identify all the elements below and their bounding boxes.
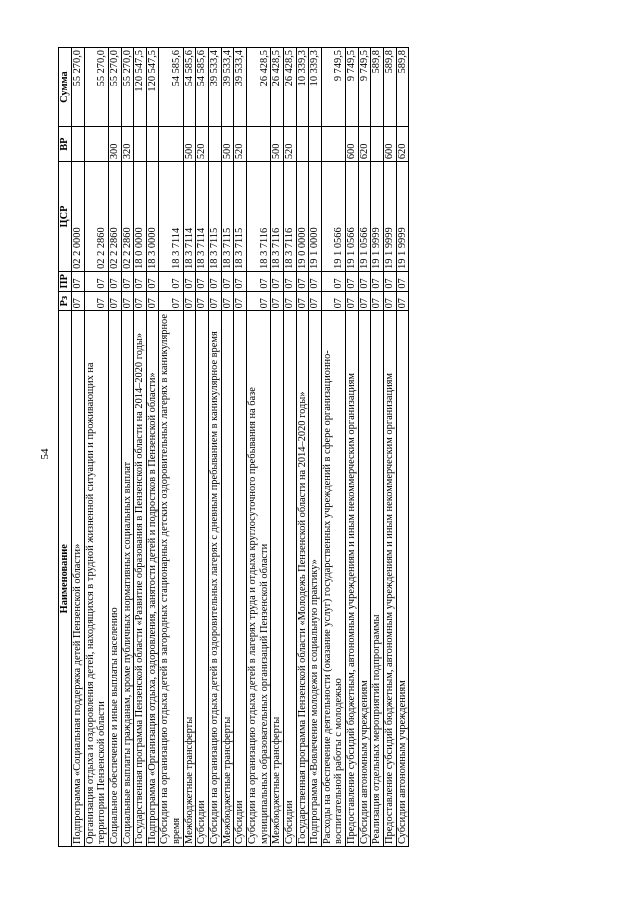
table-row bbox=[296, 48, 309, 847]
cell-csr: 18 3 0000 bbox=[146, 162, 159, 272]
cell-name: Государственная программа Пензенской области «Развитие образования в Пензенской области на 2014–2020 годы» bbox=[134, 311, 147, 847]
cell-vr: 600 bbox=[346, 127, 359, 162]
cell-sum: 54 585,6 bbox=[159, 48, 183, 127]
cell-name: Расходы на обеспечение деятельности (оказание услуг) государственных учреждений в сфере организационно-воспитательной работы с молодежью bbox=[321, 311, 345, 847]
cell-rz: 07 bbox=[72, 291, 85, 311]
cell-sum: 55 270,0 bbox=[121, 48, 134, 127]
table-body bbox=[72, 48, 409, 847]
cell-rz: 07 bbox=[108, 291, 121, 311]
cell-name: Субсидии bbox=[283, 311, 296, 847]
cell-vr bbox=[134, 127, 147, 162]
cell-csr: 18 3 7114 bbox=[159, 162, 183, 272]
header-rz: Рз bbox=[59, 291, 72, 311]
cell-pr: 07 bbox=[159, 271, 183, 291]
table-header bbox=[59, 48, 72, 847]
table-row bbox=[396, 48, 409, 847]
cell-sum: 120 547,5 bbox=[146, 48, 159, 127]
table-row bbox=[159, 48, 183, 847]
cell-vr: 520 bbox=[283, 127, 296, 162]
cell-rz: 07 bbox=[296, 291, 309, 311]
cell-pr: 07 bbox=[108, 271, 121, 291]
cell-pr: 07 bbox=[146, 271, 159, 291]
cell-pr: 07 bbox=[396, 271, 409, 291]
header-pr: ПР bbox=[59, 271, 72, 291]
table-row bbox=[108, 48, 121, 847]
header-name: Наименование bbox=[59, 311, 72, 847]
cell-vr bbox=[321, 127, 345, 162]
cell-rz: 07 bbox=[384, 291, 397, 311]
cell-name: Предоставление субсидий бюджетным, автономным учреждениям и иным некоммерческим организациям bbox=[346, 311, 359, 847]
cell-pr: 07 bbox=[84, 271, 108, 291]
cell-sum: 39 533,4 bbox=[209, 48, 222, 127]
table-row bbox=[246, 48, 270, 847]
cell-vr: 500 bbox=[183, 127, 196, 162]
header-row bbox=[59, 48, 72, 847]
cell-pr: 07 bbox=[371, 271, 384, 291]
cell-name: Субсидии автономным учреждениям bbox=[396, 311, 409, 847]
cell-pr: 07 bbox=[246, 271, 270, 291]
cell-pr: 07 bbox=[271, 271, 284, 291]
cell-vr: 500 bbox=[221, 127, 234, 162]
cell-name: Подпрограмма «Вовлечение молодежи в социальную практику» bbox=[309, 311, 322, 847]
cell-name: Субсидии bbox=[234, 311, 247, 847]
header-vr: ВР bbox=[59, 127, 72, 162]
cell-csr: 18 3 7116 bbox=[283, 162, 296, 272]
table-row bbox=[134, 48, 147, 847]
cell-name: Реализация отдельных мероприятий подпрограммы bbox=[371, 311, 384, 847]
table-row bbox=[234, 48, 247, 847]
cell-sum: 26 428,5 bbox=[271, 48, 284, 127]
cell-name: Подпрограмма «Организация отдыха, оздоровления, занятости детей и подростков в Пензенской области» bbox=[146, 311, 159, 847]
cell-vr: 520 bbox=[196, 127, 209, 162]
cell-vr bbox=[159, 127, 183, 162]
table-row bbox=[209, 48, 222, 847]
cell-sum: 120 547,5 bbox=[134, 48, 147, 127]
cell-vr: 620 bbox=[358, 127, 371, 162]
cell-rz: 07 bbox=[134, 291, 147, 311]
cell-csr: 18 3 7115 bbox=[234, 162, 247, 272]
cell-rz: 07 bbox=[146, 291, 159, 311]
cell-csr: 18 3 7116 bbox=[246, 162, 270, 272]
cell-csr: 18 3 7115 bbox=[209, 162, 222, 272]
table-row bbox=[309, 48, 322, 847]
cell-name: Субсидии на организацию отдыха детей в оздоровительных лагерях с дневным пребыванием в каникулярное время bbox=[209, 311, 222, 847]
cell-name: Субсидии bbox=[196, 311, 209, 847]
cell-rz: 07 bbox=[283, 291, 296, 311]
cell-rz: 07 bbox=[221, 291, 234, 311]
cell-rz: 07 bbox=[196, 291, 209, 311]
cell-pr: 07 bbox=[221, 271, 234, 291]
cell-sum: 589,8 bbox=[396, 48, 409, 127]
cell-vr bbox=[146, 127, 159, 162]
cell-pr: 07 bbox=[183, 271, 196, 291]
cell-sum: 589,8 bbox=[384, 48, 397, 127]
cell-rz: 07 bbox=[121, 291, 134, 311]
cell-sum: 26 428,5 bbox=[246, 48, 270, 127]
table-row bbox=[358, 48, 371, 847]
cell-name: Межбюджетные трансферты bbox=[183, 311, 196, 847]
cell-vr bbox=[246, 127, 270, 162]
cell-sum: 10 339,3 bbox=[296, 48, 309, 127]
cell-rz: 07 bbox=[183, 291, 196, 311]
cell-csr: 18 3 7114 bbox=[196, 162, 209, 272]
cell-rz: 07 bbox=[321, 291, 345, 311]
cell-csr: 18 3 7116 bbox=[271, 162, 284, 272]
cell-csr: 19 1 9999 bbox=[384, 162, 397, 272]
cell-vr bbox=[309, 127, 322, 162]
cell-name: Межбюджетные трансферты bbox=[221, 311, 234, 847]
cell-rz: 07 bbox=[309, 291, 322, 311]
cell-csr: 19 1 9999 bbox=[371, 162, 384, 272]
table-row bbox=[321, 48, 345, 847]
cell-csr: 19 1 0566 bbox=[321, 162, 345, 272]
table-row bbox=[121, 48, 134, 847]
cell-sum: 54 585,6 bbox=[183, 48, 196, 127]
cell-rz: 07 bbox=[84, 291, 108, 311]
cell-pr: 07 bbox=[72, 271, 85, 291]
table-row bbox=[283, 48, 296, 847]
cell-pr: 07 bbox=[209, 271, 222, 291]
cell-vr: 500 bbox=[271, 127, 284, 162]
cell-pr: 07 bbox=[321, 271, 345, 291]
cell-csr: 19 1 0000 bbox=[309, 162, 322, 272]
cell-csr: 02 2 0000 bbox=[72, 162, 85, 272]
cell-rz: 07 bbox=[246, 291, 270, 311]
cell-pr: 07 bbox=[134, 271, 147, 291]
table-row bbox=[84, 48, 108, 847]
cell-pr: 07 bbox=[296, 271, 309, 291]
cell-rz: 07 bbox=[209, 291, 222, 311]
cell-vr bbox=[371, 127, 384, 162]
cell-sum: 55 270,0 bbox=[108, 48, 121, 127]
cell-vr: 320 bbox=[121, 127, 134, 162]
table-row bbox=[346, 48, 359, 847]
cell-name: Субсидии на организацию отдыха детей в загородных стационарных детских оздоровительных лагерях в каникулярное время bbox=[159, 311, 183, 847]
cell-pr: 07 bbox=[358, 271, 371, 291]
cell-vr: 520 bbox=[234, 127, 247, 162]
table-row bbox=[183, 48, 196, 847]
cell-sum: 55 270,0 bbox=[72, 48, 85, 127]
cell-pr: 07 bbox=[309, 271, 322, 291]
cell-pr: 07 bbox=[346, 271, 359, 291]
cell-sum: 10 339,3 bbox=[309, 48, 322, 127]
cell-sum: 39 533,4 bbox=[221, 48, 234, 127]
cell-csr: 18 0 0000 bbox=[134, 162, 147, 272]
cell-rz: 07 bbox=[234, 291, 247, 311]
cell-sum: 39 533,4 bbox=[234, 48, 247, 127]
cell-vr bbox=[72, 127, 85, 162]
cell-csr: 02 2 2860 bbox=[84, 162, 108, 272]
cell-csr: 19 0 0000 bbox=[296, 162, 309, 272]
cell-csr: 02 2 2860 bbox=[121, 162, 134, 272]
cell-vr: 620 bbox=[396, 127, 409, 162]
cell-pr: 07 bbox=[121, 271, 134, 291]
table-row bbox=[371, 48, 384, 847]
page-number: 54 bbox=[39, 448, 51, 460]
cell-name: Организация отдыха и оздоровления детей, находящихся в трудной жизненной ситуации и проживающих на территории Пензенской области bbox=[84, 311, 108, 847]
cell-name: Субсидии автономным учреждениям bbox=[358, 311, 371, 847]
cell-sum: 26 428,5 bbox=[283, 48, 296, 127]
cell-csr: 18 3 7114 bbox=[183, 162, 196, 272]
cell-csr: 18 3 7115 bbox=[221, 162, 234, 272]
cell-sum: 9 749,5 bbox=[346, 48, 359, 127]
cell-pr: 07 bbox=[196, 271, 209, 291]
cell-rz: 07 bbox=[271, 291, 284, 311]
cell-name: Социальные выплаты гражданам, кроме публичных нормативных социальных выплат bbox=[121, 311, 134, 847]
cell-rz: 07 bbox=[346, 291, 359, 311]
table-row bbox=[146, 48, 159, 847]
cell-name: Социальное обеспечение и иные выплаты населению bbox=[108, 311, 121, 847]
cell-csr: 19 1 0566 bbox=[346, 162, 359, 272]
cell-vr bbox=[209, 127, 222, 162]
cell-vr bbox=[84, 127, 108, 162]
cell-vr: 300 bbox=[108, 127, 121, 162]
cell-vr bbox=[296, 127, 309, 162]
cell-sum: 9 749,5 bbox=[358, 48, 371, 127]
table-row bbox=[72, 48, 85, 847]
table-row bbox=[384, 48, 397, 847]
cell-name: Субсидии на организацию отдыха детей в лагерях труда и отдыха круглосуточного пребывания на базе муниципальных образовательных организаций Пензенской области bbox=[246, 311, 270, 847]
cell-rz: 07 bbox=[159, 291, 183, 311]
cell-name: Подпрограмма «Социальная поддержка детей Пензенской области» bbox=[72, 311, 85, 847]
table-row bbox=[196, 48, 209, 847]
table-row bbox=[221, 48, 234, 847]
cell-csr: 19 1 9999 bbox=[396, 162, 409, 272]
cell-rz: 07 bbox=[371, 291, 384, 311]
table-row bbox=[271, 48, 284, 847]
cell-vr: 600 bbox=[384, 127, 397, 162]
cell-pr: 07 bbox=[234, 271, 247, 291]
cell-sum: 9 749,5 bbox=[321, 48, 345, 127]
cell-sum: 55 270,0 bbox=[84, 48, 108, 127]
header-csr: ЦСР bbox=[59, 162, 72, 272]
cell-csr: 02 2 2860 bbox=[108, 162, 121, 272]
cell-rz: 07 bbox=[396, 291, 409, 311]
cell-pr: 07 bbox=[283, 271, 296, 291]
cell-pr: 07 bbox=[384, 271, 397, 291]
cell-sum: 54 585,6 bbox=[196, 48, 209, 127]
cell-csr: 19 1 0566 bbox=[358, 162, 371, 272]
cell-sum: 589,8 bbox=[371, 48, 384, 127]
budget-table bbox=[58, 47, 409, 847]
header-sum: Сумма bbox=[59, 48, 72, 127]
cell-name: Предоставление субсидий бюджетным, автономным учреждениям и иным некоммерческим организациям bbox=[384, 311, 397, 847]
cell-rz: 07 bbox=[358, 291, 371, 311]
cell-name: Межбюджетные трансферты bbox=[271, 311, 284, 847]
cell-name: Государственная программа Пензенской области «Молодежь Пензенской области на 2014–2020 годы» bbox=[296, 311, 309, 847]
rotated-page-content bbox=[58, 47, 409, 847]
